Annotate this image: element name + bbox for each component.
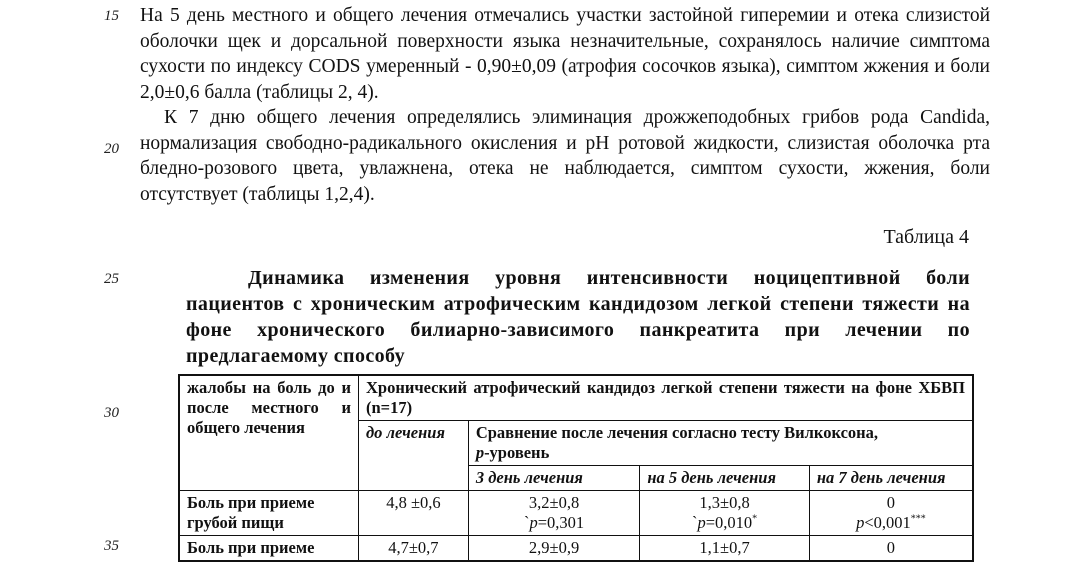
cell-day7: 0 — [809, 536, 973, 562]
pain-dynamics-table — [178, 374, 974, 562]
col-header-complaints: жалобы на боль до и после местного и общего лечения — [179, 375, 359, 491]
group-header: Хронический атрофический кандидоз легкой степени тяжести на фоне ХБВП (n=17) — [359, 375, 974, 421]
cell-day3: 2,9±0,9 — [468, 536, 640, 562]
table-row — [179, 491, 973, 536]
line-number-25: 25 — [104, 271, 119, 287]
cell-before: 4,8 ±0,6 — [359, 491, 469, 536]
paragraph-day5: На 5 день местного и общего лечения отмечались участки застойной гиперемии и отека слизистой оболочки щек и дорсальной поверхности языка незначительные, сохранялось наличие симптома сухости по индексу CODS умеренный - 0,90±0,09 (атрофия сосочков языка), симптом жжения и боли 2,0±0,6 балла (таблицы 2, 4). — [140, 5, 990, 103]
table-label: Таблица 4 — [883, 226, 969, 248]
table-row — [179, 536, 973, 562]
body-text — [140, 3, 990, 207]
line-number-15: 15 — [104, 8, 119, 24]
cell-day3: 3,2±0,8 `р=0,301 — [468, 491, 640, 536]
col-header-day7: на 7 день лечения — [809, 466, 973, 491]
col-header-day5: на 5 день лечения — [640, 466, 810, 491]
cell-day7: 0 р<0,001*** — [809, 491, 973, 536]
cell-day5: 1,3±0,8 `р=0,010* — [640, 491, 810, 536]
table-title: Динамика изменения уровня интенсивности ноцицептивной боли пациентов с хроническим атрофическим кандидозом легкой степени тяжести на фоне хронического билиарно-зависимого панкреатита при лечении по предлагаемому способу — [186, 267, 970, 367]
col-header-day3: 3 день лечения — [468, 466, 640, 491]
col-header-before: до лечения — [359, 421, 469, 491]
line-number-30: 30 — [104, 405, 119, 421]
line-number-35: 35 — [104, 538, 119, 554]
cell-before: 4,7±0,7 — [359, 536, 469, 562]
col-header-wilcoxon: Сравнение после лечения согласно тесту Вилкоксона, р-уровень — [468, 421, 973, 466]
row-label: Боль при приеме грубой пищи — [179, 491, 359, 536]
line-number-20: 20 — [104, 141, 119, 157]
cell-day5: 1,1±0,7 — [640, 536, 810, 562]
paragraph-day7: К 7 дню общего лечения определялись элиминация дрожжеподобных грибов рода Candida, нормализация свободно-радикального окисления и рН ротовой жидкости, слизистая оболочка рта бледно-розового цвета, увлажнена, отека не наблюдается, симптом сухости, жжения, боли отсутствует (таблицы 1,2,4). — [140, 107, 990, 205]
row-label: Боль при приеме — [179, 536, 359, 562]
